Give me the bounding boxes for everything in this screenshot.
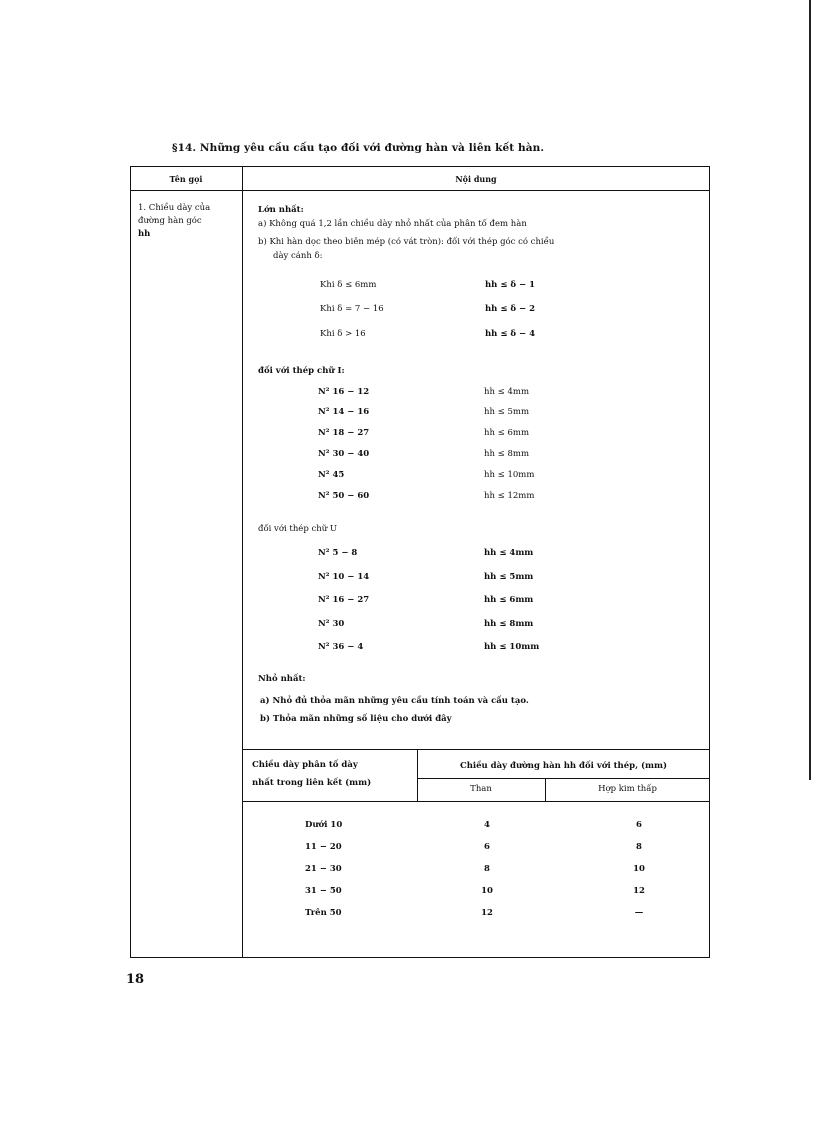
angle-rule-2: hh ≤ δ − 2 — [485, 304, 536, 314]
subtable-thickness-5: Trên 50 — [305, 908, 342, 918]
subtable-carbon-4: 10 — [481, 886, 493, 896]
largest-item-b-line-1: b) Khi hàn dọc theo biên mép (có vát tròn): đối với thép góc có chiều — [258, 237, 555, 247]
channel-rule-1: hh ≤ 4mm — [484, 548, 534, 558]
ibeam-cond-5: N² 45 — [318, 470, 345, 480]
header-content: Nội dung — [455, 174, 497, 184]
angle-cond-3: Khi δ > 16 — [320, 329, 366, 339]
subtable-alloy-5: — — [634, 908, 644, 918]
subtable-alloy-3: 10 — [633, 864, 645, 874]
angle-cond-2: Khi δ = 7 − 16 — [320, 304, 384, 314]
ibeam-rule-4: hh ≤ 8mm — [484, 449, 530, 459]
subtable-header-left-2: nhất trong liên kết (mm) — [252, 778, 372, 788]
ibeam-rule-3: hh ≤ 6mm — [484, 428, 530, 438]
row-name-line-1: 1. Chiều dày của — [138, 203, 211, 213]
subtable-thickness-3: 21 − 30 — [305, 864, 342, 874]
subtable-alloy-1: 6 — [636, 820, 642, 830]
scan-edge-line — [809, 0, 811, 780]
ibeam-rule-1: hh ≤ 4mm — [484, 387, 530, 397]
largest-label: Lớn nhất: — [258, 205, 304, 215]
subtable-thickness-2: 11 − 20 — [305, 842, 342, 852]
channel-label: đối với thép chữ U — [258, 524, 338, 534]
header-divider — [130, 190, 710, 191]
row-name-symbol: hh — [138, 229, 151, 239]
section-title: §14. Những yêu cầu cấu tạo đối với đường hàn và liên kết hàn. — [172, 142, 545, 154]
ibeam-rule-5: hh ≤ 10mm — [484, 470, 535, 480]
smallest-item-a: a) Nhỏ đủ thỏa mãn những yêu cầu tính toán và cấu tạo. — [260, 696, 529, 706]
channel-cond-5: N² 36 − 4 — [318, 642, 364, 652]
ibeam-cond-4: N² 30 − 40 — [318, 449, 370, 459]
subtable-carbon-5: 12 — [481, 908, 493, 918]
subtable-header-carbon: Than — [470, 784, 492, 794]
column-divider — [242, 166, 243, 958]
subtable-header-top: Chiều dày đường hàn hh đối với thép, (mm) — [459, 761, 668, 771]
subtable-thickness-1: Dưới 10 — [305, 820, 343, 830]
subtable-top-line — [242, 749, 710, 750]
channel-rule-4: hh ≤ 8mm — [484, 619, 534, 629]
channel-cond-3: N² 16 − 27 — [318, 595, 370, 605]
channel-rule-2: hh ≤ 5mm — [484, 572, 534, 582]
ibeam-label: đối với thép chữ I: — [258, 366, 345, 376]
ibeam-cond-6: N² 50 − 60 — [318, 491, 370, 501]
smallest-item-b: b) Thỏa mãn những số liệu cho dưới đây — [260, 714, 452, 724]
channel-cond-1: N² 5 − 8 — [318, 548, 358, 558]
largest-item-a: a) Không quá 1,2 lần chiều dày nhỏ nhất của phân tố đem hàn — [258, 219, 527, 229]
header-name: Tên gọi — [169, 174, 203, 184]
largest-item-b-line-2: dày cánh δ: — [273, 251, 323, 261]
subtable-alloy-2: 8 — [636, 842, 642, 852]
ibeam-cond-3: N² 18 − 27 — [318, 428, 370, 438]
smallest-label: Nhỏ nhất: — [258, 674, 306, 684]
ibeam-rule-2: hh ≤ 5mm — [484, 407, 530, 417]
subtable-mid-line — [417, 778, 710, 779]
page-number: 18 — [126, 972, 145, 987]
row-name-line-2: đường hàn góc — [138, 216, 202, 226]
channel-rule-5: hh ≤ 10mm — [484, 642, 540, 652]
channel-cond-4: N² 30 — [318, 619, 345, 629]
subtable-header-bottom — [242, 801, 710, 802]
angle-cond-1: Khi δ ≤ 6mm — [320, 280, 377, 290]
angle-rule-3: hh ≤ δ − 4 — [485, 329, 536, 339]
subtable-carbon-3: 8 — [484, 864, 490, 874]
subtable-header-left-1: Chiều dày phân tố dày — [252, 760, 358, 770]
subtable-carbon-2: 6 — [484, 842, 490, 852]
subtable-carbon-1: 4 — [484, 820, 490, 830]
subtable-alloy-4: 12 — [633, 886, 645, 896]
ibeam-cond-2: N² 14 − 16 — [318, 407, 370, 417]
angle-rule-1: hh ≤ δ − 1 — [485, 280, 536, 290]
channel-rule-3: hh ≤ 6mm — [484, 595, 534, 605]
subtable-thickness-4: 31 − 50 — [305, 886, 342, 896]
ibeam-cond-1: N² 16 − 12 — [318, 387, 370, 397]
ibeam-rule-6: hh ≤ 12mm — [484, 491, 535, 501]
requirements-table — [130, 166, 710, 958]
subtable-header-alloy: Hợp kim thấp — [598, 784, 657, 794]
channel-cond-2: N² 10 − 14 — [318, 572, 370, 582]
